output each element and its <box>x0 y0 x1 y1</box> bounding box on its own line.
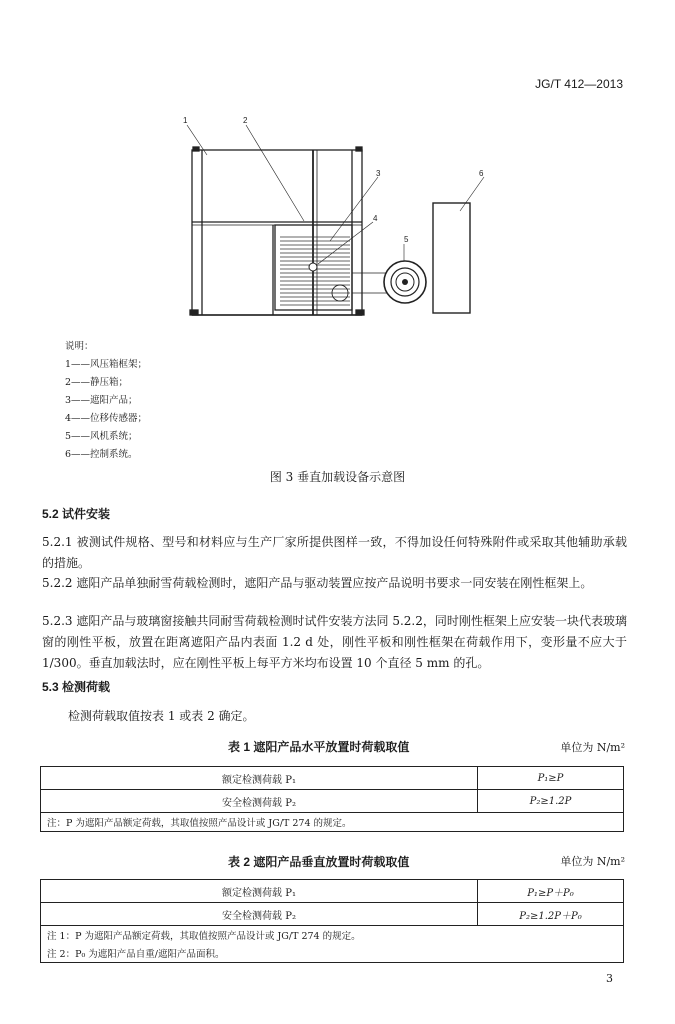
section-heading-5-3: 5.3 检测荷载 <box>42 680 111 694</box>
table2-unit: 单位为 N/m² <box>560 855 625 868</box>
legend-title: 说明： <box>65 341 94 352</box>
table-row <box>41 926 624 945</box>
figure-caption: 图 3 垂直加载设备示意图 <box>269 470 406 484</box>
table-cell: 安全检测荷载 P₂ <box>41 903 478 926</box>
table2-caption: 表 2 遮阳产品垂直放置时荷载取值 <box>228 855 410 869</box>
table-row <box>41 790 624 813</box>
paragraph-5-3: 检测荷载取值按表 1 或表 2 确定。 <box>68 709 255 723</box>
figure-legend <box>65 338 147 464</box>
table-cell: P₂≥1.2P＋P₀ <box>478 903 624 926</box>
table-1 <box>40 766 624 832</box>
table-2 <box>40 879 624 963</box>
fig-label-5: 5 <box>404 235 409 244</box>
table-cell: P₁≥P <box>478 767 624 790</box>
legend-item: 2——静压箱； <box>65 377 129 388</box>
table-row <box>41 767 624 790</box>
legend-item: 1——风压箱框架； <box>65 359 148 370</box>
legend-item: 3——遮阳产品； <box>65 395 138 406</box>
fig-label-3: 3 <box>376 169 381 178</box>
fig-label-2: 2 <box>243 116 248 125</box>
paragraph-5-2-3: 5.2.3 遮阳产品与玻璃窗接触共同耐雪荷载检测时试件安装方法同 5.2.2，同时刚性框架上应安装一块代表玻璃窗的刚性平板，放置在距离遮阳产品内表面 1.2 d 处，刚性平板和刚性框架在荷载作用下，变形量不应大于 1/300。垂直加载法时，应在刚性平板上每平方米均布设置 10 个直径 5 mm 的孔。 <box>42 614 627 670</box>
control-system <box>433 203 470 313</box>
fan-system <box>384 261 426 303</box>
table-row <box>41 880 624 903</box>
table-cell: P₁≥P＋P₀ <box>478 880 624 903</box>
table-cell: 额定检测荷载 P₁ <box>41 767 478 790</box>
fig-label-4: 4 <box>373 214 378 223</box>
fig-label-6: 6 <box>479 169 484 178</box>
legend-item: 6——控制系统。 <box>65 449 138 460</box>
paragraph-5-2-2: 5.2.2 遮阳产品单独耐雪荷载检测时，遮阳产品与驱动装置应按产品说明书要求一同安装在刚性框架上。 <box>42 576 593 590</box>
table-cell: 安全检测荷载 P₂ <box>41 790 478 813</box>
legend-item: 4——位移传感器； <box>65 413 148 424</box>
fig-label-1: 1 <box>183 116 188 125</box>
table-row <box>41 944 624 963</box>
table-cell: 额定检测荷载 P₁ <box>41 880 478 903</box>
vertical-loading-diagram <box>180 116 484 325</box>
legend-item: 5——风机系统； <box>65 431 138 442</box>
table-note: 注：P 为遮阳产品额定荷载，其取值按照产品设计或 JG/T 274 的规定。 <box>41 813 624 832</box>
paragraph-5-2-1: 5.2.1 被测试件规格、型号和材料应与生产厂家所提供图样一致，不得加设任何特殊附件或采取其他辅助承载的措施。 <box>42 535 627 570</box>
table-note: 注 2：P₀ 为遮阳产品自重/遮阳产品面积。 <box>41 944 624 963</box>
table1-caption: 表 1 遮阳产品水平放置时荷载取值 <box>228 740 410 754</box>
table-row <box>41 813 624 832</box>
table1-unit: 单位为 N/m² <box>560 741 625 754</box>
page-number: 3 <box>606 972 613 985</box>
table-row <box>41 903 624 926</box>
table-cell: P₂≥1.2P <box>478 790 624 813</box>
section-heading-5-2: 5.2 试件安装 <box>42 507 111 521</box>
displacement-sensor <box>309 263 317 271</box>
table-note: 注 1：P 为遮阳产品额定荷载，其取值按照产品设计或 JG/T 274 的规定。 <box>41 926 624 945</box>
standard-code: JG/T 412—2013 <box>535 77 623 91</box>
